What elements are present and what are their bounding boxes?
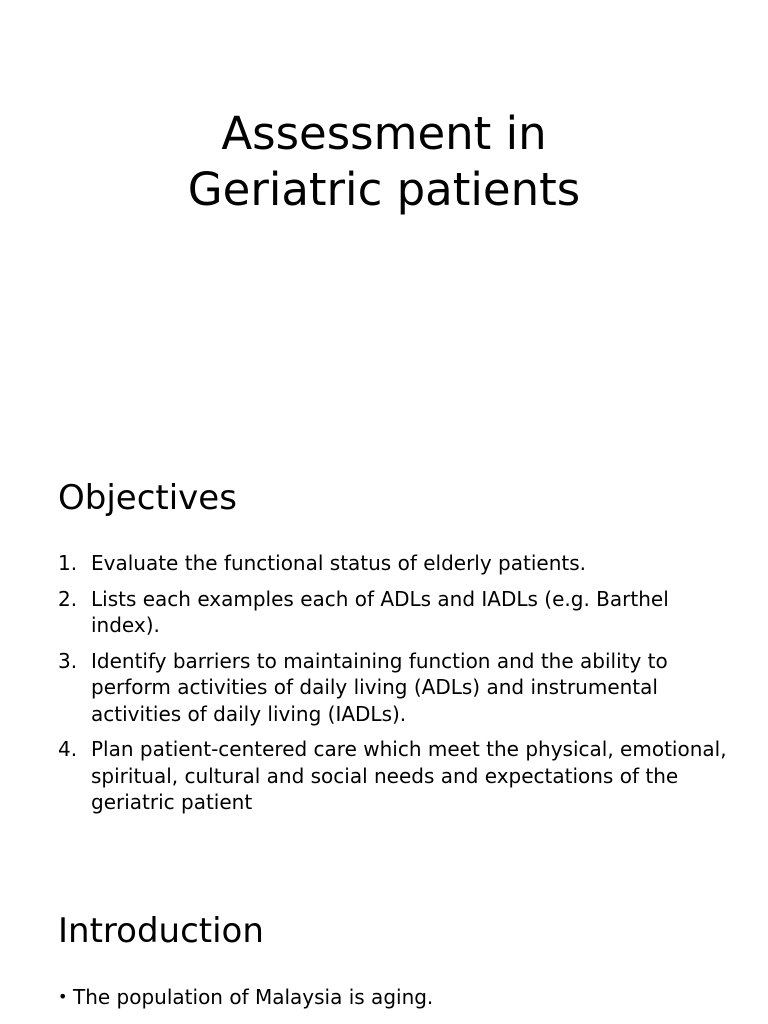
item-text: Plan patient-centered care which meet the physical, emotional, spiritual, cultural and social needs and expectations of the geriatric patient: [91, 737, 727, 814]
item-number: 3.: [58, 648, 78, 673]
list-item: [58, 648, 738, 728]
introduction-heading: Introduction: [58, 911, 264, 951]
title-line-2: Geriatric patients: [187, 163, 581, 216]
item-number: 4.: [58, 737, 78, 761]
objectives-heading: Objectives: [58, 478, 237, 518]
objectives-slide: [0, 432, 768, 864]
presentation-title: [0, 106, 768, 218]
bullet-icon: •: [58, 987, 68, 1006]
introduction-bullets: [58, 984, 738, 1018]
item-text: Evaluate the functional status of elderly patients.: [91, 551, 586, 575]
item-number: 1.: [58, 551, 78, 575]
title-slide: [0, 0, 768, 432]
objectives-list: [58, 550, 738, 825]
item-text: Lists each examples each of ADLs and IADLs (e.g. Barthel index).: [91, 586, 669, 637]
list-item: [58, 586, 738, 639]
title-line-1: Assessment in: [221, 107, 547, 160]
item-text: Identify barriers to maintaining function and the ability to perform activities of daily living (ADLs) and instrumental activities of daily living (IADLs).: [91, 648, 668, 726]
bullet-text: The population of Malaysia is aging.: [73, 985, 434, 1009]
introduction-slide: [0, 864, 768, 1024]
list-item: [58, 984, 738, 1010]
list-item: [58, 736, 738, 816]
item-number: 2.: [58, 586, 78, 611]
list-item: [58, 550, 738, 577]
